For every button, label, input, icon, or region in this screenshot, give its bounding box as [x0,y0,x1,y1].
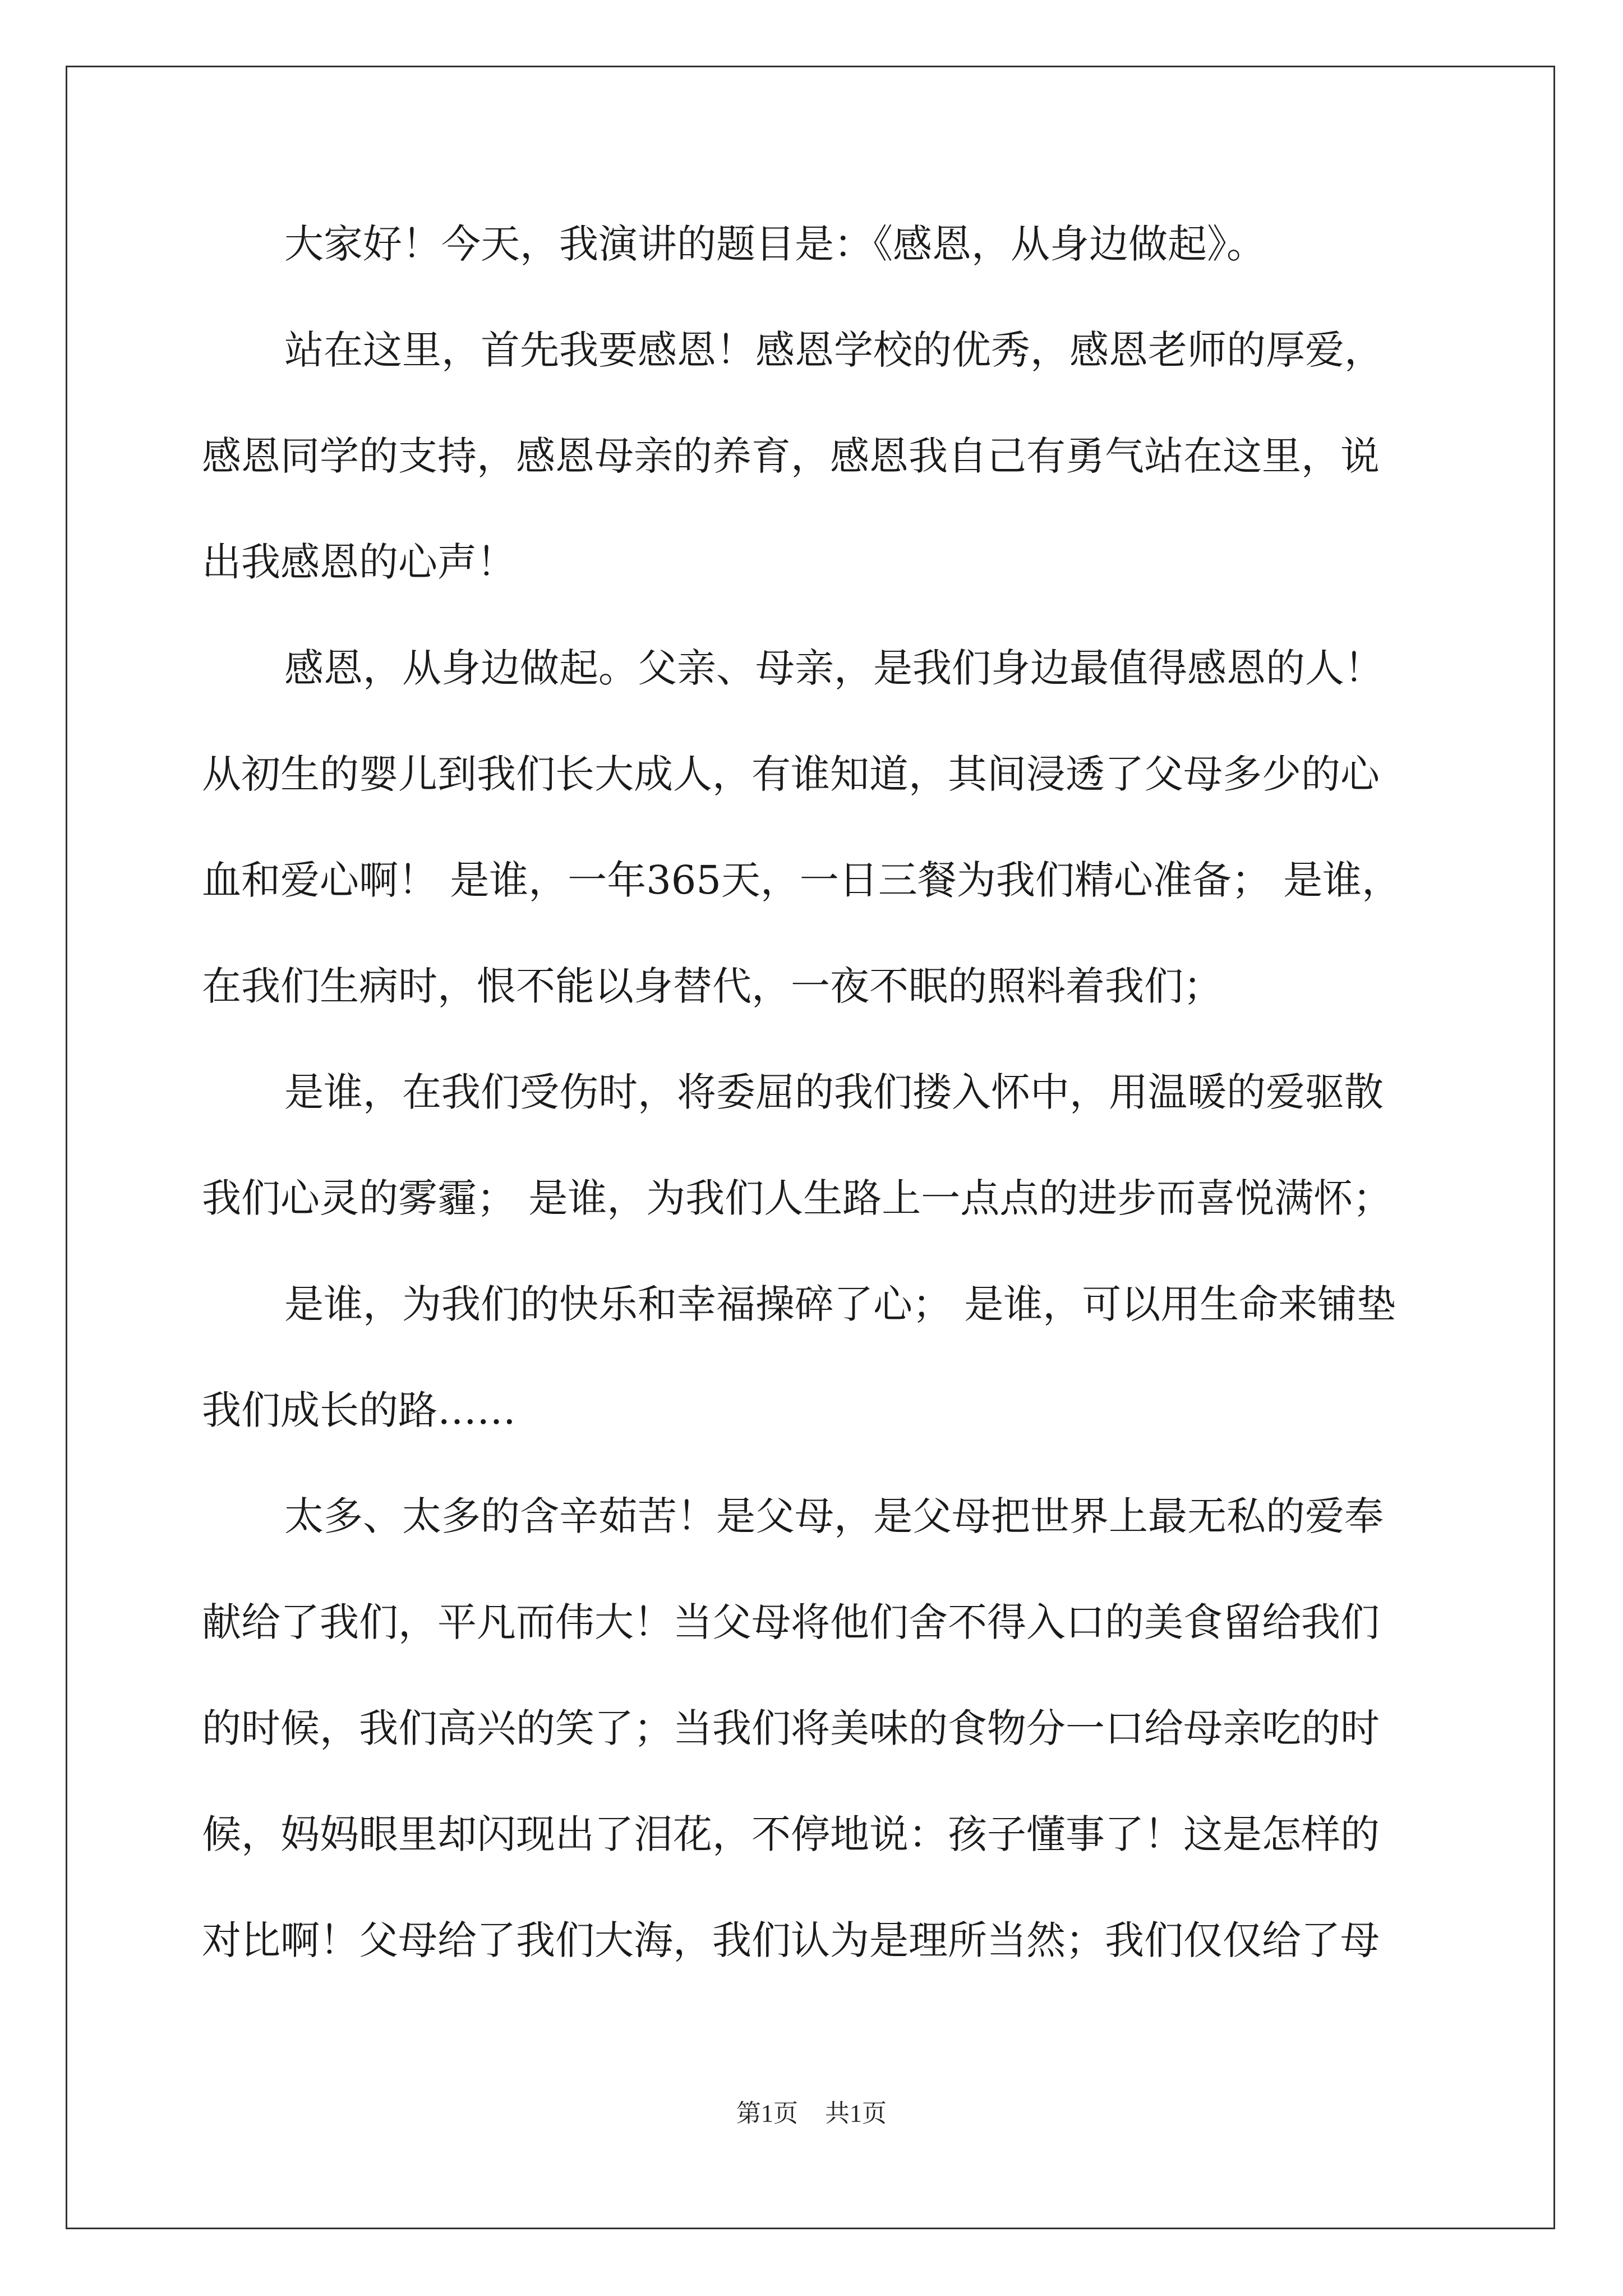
text-line: 感恩，从身边做起。父亲、母亲，是我们身边最值得感恩的人！ [284,645,1384,691]
text-line: 大家好！今天，我演讲的题目是：《感恩，从身边做起》。 [284,221,1266,267]
text-line: 献给了我们，平凡而伟大！当父母将他们舍不得入口的美食留给我们 [202,1599,1380,1645]
text-line: 对比啊！父母给了我们大海，我们认为是理所当然；我们仅仅给了母 [202,1917,1380,1963]
text-line: 的时候，我们高兴的笑了；当我们将美味的食物分一口给母亲吃的时 [202,1705,1380,1751]
text-line: 是谁，在我们受伤时，将委屈的我们搂入怀中，用温暖的爱驱散 [284,1069,1384,1115]
text-line: 是谁，为我们的快乐和幸福操碎了心； 是谁，可以用生命来铺垫 [284,1281,1396,1327]
page-total: 共1页 [825,2100,887,2127]
text-line: 出我感恩的心声！ [202,539,516,585]
text-line: 我们心灵的雾霾； 是谁，为我们人生路上一点点的进步而喜悦满怀； [202,1175,1393,1221]
page-number: 第1页 [736,2100,798,2127]
text-line: 感恩同学的支持，感恩母亲的养育，感恩我自己有勇气站在这里，说 [202,433,1380,479]
page-footer [0,2097,1623,2131]
text-line: 太多、太多的含辛茹苦！是父母，是父母把世界上最无私的爱奉 [284,1493,1384,1539]
text-line: 血和爱心啊！ 是谁，一年365天，一日三餐为我们精心准备； 是谁， [202,857,1401,903]
text-line: 我们成长的路…… [202,1387,516,1433]
text-line: 在我们生病时，恨不能以身替代，一夜不眠的照料着我们； [202,963,1223,1009]
text-line: 站在这里，首先我要感恩！感恩学校的优秀，感恩老师的厚爱， [284,327,1384,373]
text-line: 从初生的婴儿到我们长大成人，有谁知道，其间浸透了父母多少的心 [202,751,1380,797]
text-line: 候，妈妈眼里却闪现出了泪花，不停地说：孩子懂事了！这是怎样的 [202,1811,1380,1857]
page-border [66,66,1555,2229]
